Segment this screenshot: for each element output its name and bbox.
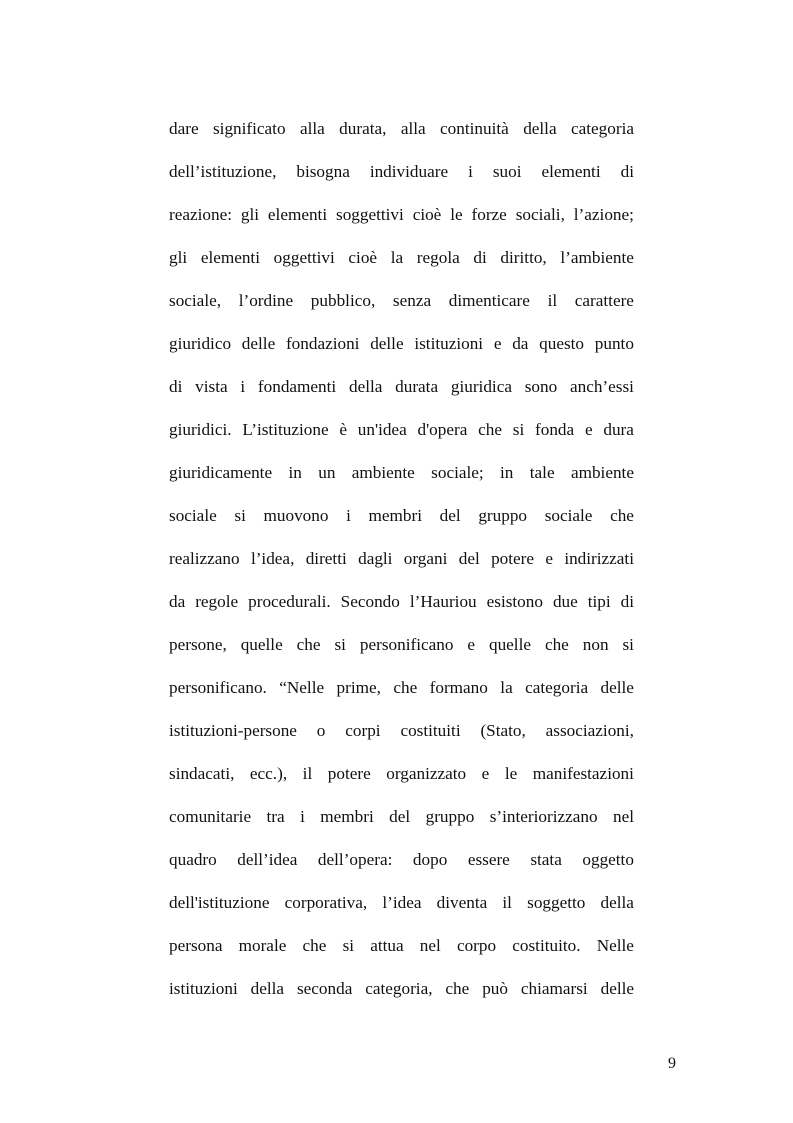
text-line: gli elementi oggettivi cioè la regola di diritto, l’ambiente — [169, 248, 634, 267]
text-line: istituzioni-persone o corpi costituiti (Stato, associazioni, — [169, 721, 634, 740]
text-line: sindacati, ecc.), il potere organizzato e le manifestazioni — [169, 764, 634, 783]
text-line: sociale si muovono i membri del gruppo sociale che — [169, 506, 634, 525]
text-line: istituzioni della seconda categoria, che può chiamarsi delle — [169, 979, 634, 998]
text-line: da regole procedurali. Secondo l’Hauriou esistono due tipi di — [169, 592, 634, 611]
text-line: persona morale che si attua nel corpo costituito. Nelle — [169, 936, 634, 955]
text-line: realizzano l’idea, diretti dagli organi del potere e indirizzati — [169, 549, 634, 568]
text-line: comunitarie tra i membri del gruppo s’interiorizzano nel — [169, 807, 634, 826]
body-text — [169, 107, 634, 1010]
text-line: giuridici. L’istituzione è un'idea d'opera che si fonda e dura — [169, 420, 634, 439]
text-line: dell'istituzione corporativa, l’idea diventa il soggetto della — [169, 893, 634, 912]
text-line: giuridico delle fondazioni delle istituzioni e da questo punto — [169, 334, 634, 353]
text-line: reazione: gli elementi soggettivi cioè le forze sociali, l’azione; — [169, 205, 634, 224]
text-line: personificano. “Nelle prime, che formano la categoria delle — [169, 678, 634, 697]
text-line: di vista i fondamenti della durata giuridica sono anch’essi — [169, 377, 634, 396]
text-line: quadro dell’idea dell’opera: dopo essere stata oggetto — [169, 850, 634, 869]
text-line: giuridicamente in un ambiente sociale; in tale ambiente — [169, 463, 634, 482]
text-line: dare significato alla durata, alla continuità della categoria — [169, 119, 634, 138]
page-number: 9 — [668, 1055, 676, 1072]
text-line: persone, quelle che si personificano e quelle che non si — [169, 635, 634, 654]
text-line: dell’istituzione, bisogna individuare i suoi elementi di — [169, 162, 634, 181]
text-line: sociale, l’ordine pubblico, senza dimenticare il carattere — [169, 291, 634, 310]
